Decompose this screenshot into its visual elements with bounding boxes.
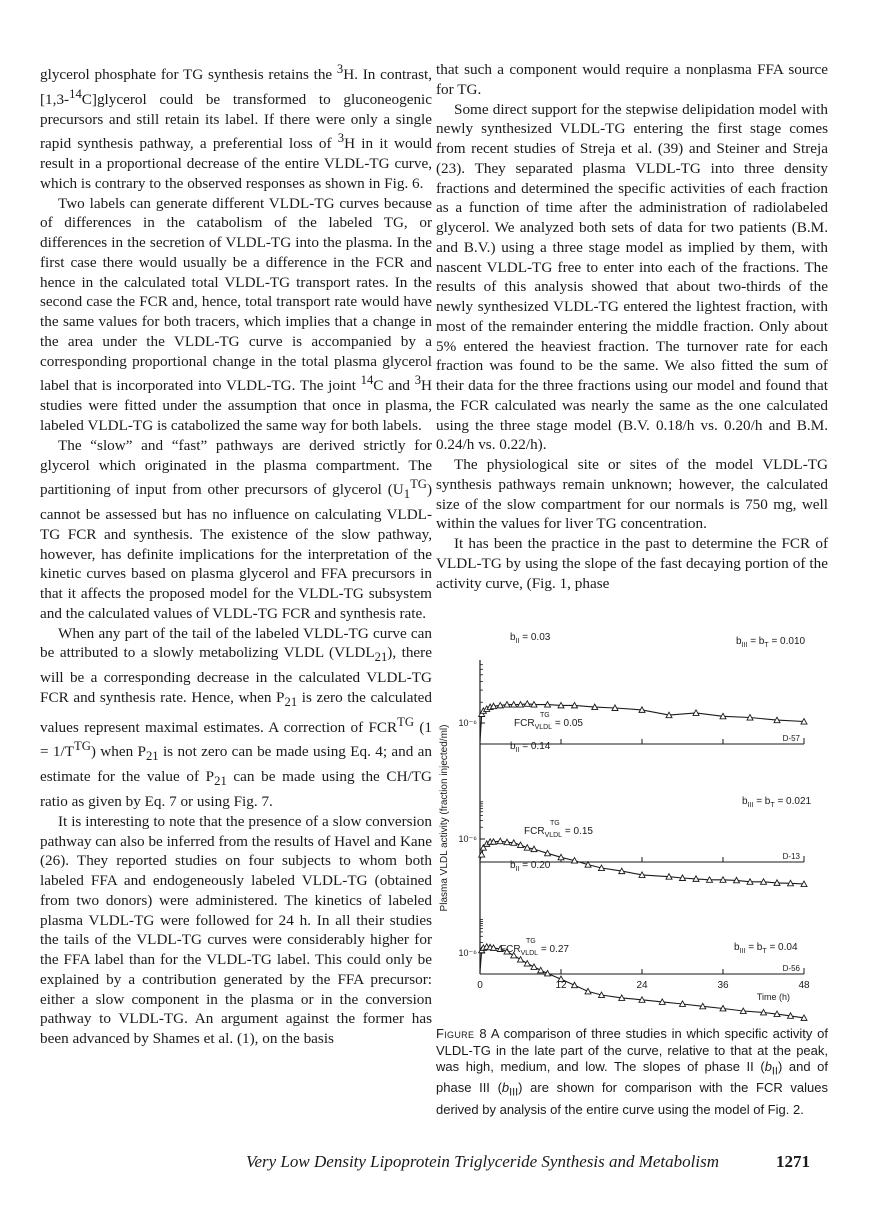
data-point — [538, 967, 544, 973]
figure-8 — [436, 618, 828, 1026]
panel-id: D-57 — [782, 734, 800, 743]
fcr-superscript: TG — [550, 820, 560, 827]
x-tick-label: 0 — [477, 980, 483, 991]
data-point — [518, 957, 524, 963]
data-point — [572, 982, 578, 988]
b-iii-label: $b_{III} = b_T = 0.04$ — [734, 942, 798, 955]
left-paragraph: The “slow” and “fast” pathways are derived strictly for glycerol which originated in the plasma compartment. The partitioning of input from other precursors of glycerol $(U_1^{TG})$ cannot be assessed but has no influence on calculating VLDL-TG FCR and synthesis. The existence of the slow pathway, however, has definite implications for the interpretation of the kinetic curves based on plasma glycerol and FFA precursors in that it affects the proposed model for the VLDL-TG subsystem and the calculated values of VLDL-TG FCR and synthesis rate. — [40, 436, 432, 622]
right-paragraph: Some direct support for the stepwise delipidation model with newly synthesized VLDL-TG entering the first stage comes from recent studies of Streja et al. (39) and Steiner and Streja (23). They separated plasma VLDL-TG into three density fractions and determined the specific activities of each fraction as a function of time after the administration of radiolabeled glycerol. We analyzed both sets of data for two patients (B.M. and B.V.) using a three stage model as implied by them, with nascent VLDL-TG free to enter into each of the fractions. The results of this analysis showed that about two-thirds of the newly synthesized VLDL-TG entered the lightest fraction, with most of the remainder entering the middle fraction. Only about 5% entered the heaviest fraction. The turnover rate for each fraction was found to be the same. We also fitted the sum of their data for the three fractions using our model and found that the FCR calculated was nearly the same as the one calculated using the three stage model (B.V. 0.18/h vs. 0.20/h and B.M. 0.24/h vs. 0.22/h). — [436, 100, 828, 454]
fcr-superscript: TG — [540, 712, 550, 719]
caption-label: Figure 8 — [436, 1026, 487, 1041]
b-iii-label: $b_{III} = b_T = 0.010$ — [736, 636, 806, 649]
y-tick-label: 10⁻⁶ — [458, 718, 477, 728]
figure-caption — [436, 1026, 828, 1118]
left-paragraph: When any part of the tail of the labeled VLDL-TG curve can be attributed to a slowly metabolizing VLDL $(VLDL_{21})$, there will be a corresponding decrease in the calculated VLDL-TG FCR and synthesis rate. Hence, when $P_{21}$ is zero the calculated values represent maximal estimates. A correction of $FCR^{TG}$ $(1 = 1/T^{TG})$ when $P_{21}$ is not zero can be made using Eq. 4; and an estimate for the value of $P_{21}$ can be made using the CH/TG ratio as given by Eq. 7 or using Fig. 7. — [40, 624, 433, 811]
data-point — [524, 961, 530, 967]
right-paragraph: The physiological site or sites of the model VLDL-TG synthesis pathways remain unknown; however, the calculated size of the slow compartment for our normals is 750 mg, well within the values for liver TG concentration. — [436, 456, 828, 533]
figure-8-plot — [436, 618, 828, 1026]
left-paragraph: glycerol phosphate for TG synthesis retains the $^3$H. In contrast, [1,3-$^{14}$C]glycerol could be transformed to gluconeogenic precursors and still retain its label. If there were only a single rapid synthesis pathway, a preferential loss of $^3$H in it would result in a proportional decrease of the entire VLDL-TG curve, which is contrary to the observed responses as shown in Fig. 6. — [40, 62, 432, 192]
running-title: Very Low Density Lipoprotein Triglyceride Synthesis and Metabolism — [246, 1152, 719, 1171]
page-number: 1271 — [776, 1152, 810, 1171]
fcr-superscript: TG — [526, 938, 536, 945]
x-tick-label: 12 — [555, 980, 567, 991]
x-tick-label: 36 — [717, 980, 729, 991]
data-point — [545, 970, 551, 976]
left-paragraph: Two labels can generate different VLDL-TG curves because of differences in the catabolism of the labeled TG, or differences in the secretion of VLDL-TG into the plasma. In the first case there would usually be a difference in the FCR and hence in the calculated total VLDL-TG transport rates. In the second case the FCR and, hence, total transport rate would have the same values for both tracers, which implies that a change in the area under the VLDL-TG curve is accompanied by a corresponding proportional change in the total plasma glycerol label that is incorporated into VLDL-TG. The joint $^{14}$C and $^3$H studies were fitted under the assumption that once in plasma, labeled VLDL-TG is catabolized the same way for both labels. — [40, 194, 432, 434]
x-tick-label: 24 — [636, 980, 648, 991]
b-ii-label: $b_{II} = 0.03$ — [510, 632, 551, 645]
caption-text: A comparison of three studies in which specific activity of VLDL-TG in the late part of the curve, relative to that at the peak, was high, medium, and low. The slopes of phase II $(b_{II})$ and of phase III $(b_{III})$ are shown for comparison with the FCR values derived by analysis of the entire curve using the model of Fig. 2. — [436, 1026, 828, 1117]
right-paragraph: It has been the practice in the past to determine the FCR of VLDL-TG by using the slope of the fast decaying portion of the activity curve, (Fig. 1, phase — [436, 535, 828, 592]
left-paragraph: It is interesting to note that the presence of a slow conversion pathway can also be inferred from the results of Havel and Kane (26). They reported studies on four subjects to whom both labeled FFA and endogeneously labeled VLDL-TG (obtained from two donors) were administered. The kinetics of labeled plasma VLDL-TG were followed for 24 h. In all their studies the tails of the VLDL-TG curves were considerably higher for the FFA label than for the VLDL-TG label. This could only be explained by a contribution generated by the FFA precursor: either a slow component in the plasma or in the conversion pathway to VLDL-TG. An argument against the former has been advanced by Shames et al. (1), on the basis — [40, 812, 432, 1048]
x-tick-label: 48 — [798, 980, 810, 991]
b-ii-label: $b_{II} = 0.20$ — [510, 860, 551, 873]
x-axis-label: Time (h) — [756, 992, 790, 1002]
b-ii-label: $b_{II} = 0.14$ — [510, 741, 551, 754]
y-axis-label: Plasma VLDL activity (fraction injected/ml) — [439, 724, 450, 912]
data-point — [585, 988, 591, 994]
page-footer — [0, 1152, 880, 1176]
right-paragraph: that such a component would require a nonplasma FFA source for TG. — [436, 61, 828, 98]
fcr-label: $FCR_{VLDL} = 0.27$ — [500, 944, 569, 957]
left-text-column — [40, 60, 432, 1049]
fcr-label: $FCR_{VLDL} = 0.05$ — [514, 718, 583, 731]
panel-id: D-13 — [782, 852, 800, 861]
b-iii-label: $b_{III} = b_T = 0.021$ — [742, 796, 812, 809]
right-text-column — [436, 60, 828, 593]
panel-id: D-56 — [782, 964, 800, 973]
fcr-label: $FCR_{VLDL} = 0.15$ — [524, 826, 593, 839]
data-point — [531, 964, 537, 970]
y-tick-label: 10⁻⁶ — [458, 948, 477, 958]
y-tick-label: 10⁻⁶ — [458, 834, 477, 844]
